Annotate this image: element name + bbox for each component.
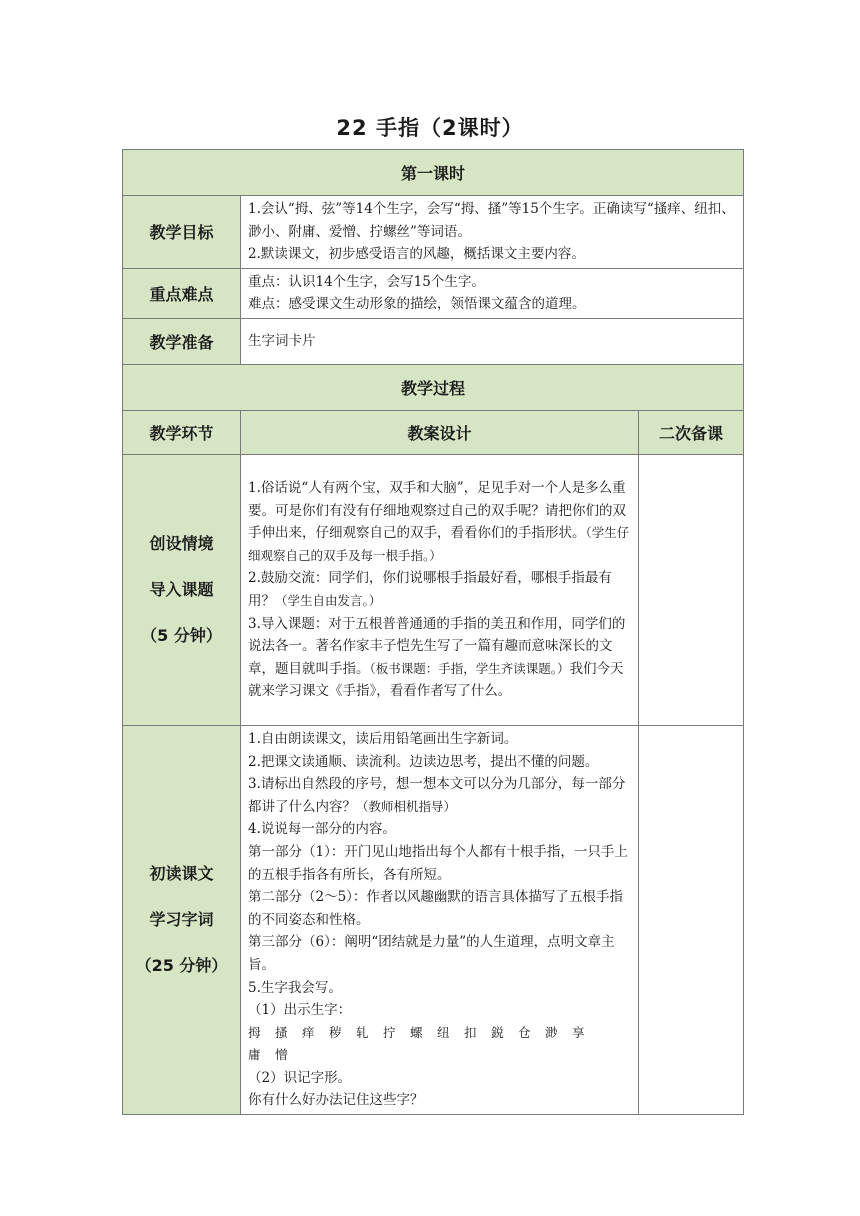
key-points-label: 重点难点 [123,268,241,318]
page-title: 22 手指（2课时） [336,116,524,140]
reading-line-3: 3.请标出自然段的序号，想一想本文可以分为几部分，每一部分都讲了什么内容？（教师相机指导） [248,776,626,815]
stage-intro-label [123,454,241,725]
goals-label: 教学目标 [123,196,241,269]
key-point-line-1: 重点：认识14个生字，会写15个生字。 [248,273,485,290]
reading-part-1: 第一部分（1）：开门见山地指出每个人都有十根手指，一只手上的五根手指各有所长，各有所短。 [248,843,628,883]
column-header-revision: 二次备课 [639,410,744,454]
prep-content: 生字词卡片 [241,318,744,364]
reading-line-4: 4.说说每一部分的内容。 [248,821,396,838]
reading-line-2: 2.把课文读通顺、读流利。边读边思考，提出不懂的问题。 [248,753,599,770]
intro-paragraph-3: 3.导入课题：对于五根普普通通的手指的美丑和作用，同学们的说法各一。著名作家丰子恺先生写了一篇有趣而意味深长的文章，题目就叫手指。（板书课题：手指，学生齐读课题。）我们今天就来学习课文《手指》，看看作者写了什么。 [248,615,626,700]
intro-paragraph-2: 2.鼓励交流：同学们，你们说哪根手指最好看，哪根手指最有用？（学生自由发言。） [248,570,612,609]
stage-intro-line-1: 创设情境 [149,533,214,553]
prep-label: 教学准备 [123,318,241,364]
intro-design-content [241,454,639,725]
intro-paragraph-1: 1.俗话说“人有两个宝，双手和大脑”，足见手对一个人是多么重要。可是你们有没有仔细地观察过自己的双手呢？请把你们的双手伸出来，仔细观察自己的双手，看看你们的手指形状。（学生仔细观察自己的双手及每一根手指。） [248,480,630,563]
stage-reading-duration: （25 分钟） [135,956,228,976]
column-header-stage: 教学环节 [123,410,241,454]
intro-revision-cell [639,454,744,725]
goal-line-2: 2.默读课文，初步感受语言的风趣，概括课文主要内容。 [248,246,585,263]
intro-note-2: （学生自由发言。） [275,592,382,608]
stage-reading-label [123,725,241,1114]
intro-note-3: （板书课题：手指，学生齐读课题。） [369,660,570,676]
reading-line-5c: 你有什么好办法记住这些字？ [248,1092,424,1109]
stage-intro-duration: （5 分钟） [141,625,222,645]
reading-part-3: 第三部分（6）：阐明“团结就是力量”的人生道理，点明文章主旨。 [248,934,615,973]
key-point-line-2: 难点：感受课文生动形象的描绘，领悟课文蕴含的道理。 [248,296,586,313]
column-header-design: 教案设计 [241,410,639,454]
reading-revision-cell [639,725,744,1114]
process-header: 教学过程 [123,364,744,410]
key-points-content [241,268,744,318]
lesson-plan-table [122,149,744,1115]
new-characters-row-1: 拇搔痒秽轧拧螺纽扣鋭仓渺享 [248,1024,600,1040]
reading-design-content [241,725,639,1114]
reading-part-2: 第二部分（2～5）：作者以风趣幽默的语言具体描写了五根手指的不同姿态和性格。 [248,889,623,928]
goal-line-1: 1.会认“拇、弦”等14个生字，会写“拇、搔”等15个生字。正确读写“搔痒、纽扣、渺小、附庸、爱憎、拧螺丝”等词语。 [248,201,735,240]
reading-line-5: 5.生字我会写。 [248,979,342,996]
reading-line-5b: （2）识记字形。 [248,1069,352,1086]
goals-content [241,196,744,269]
stage-intro-line-2: 导入课题 [149,579,214,599]
intro-note-1: （学生仔细观察自己的双手及每一根手指。） [248,525,630,563]
stage-reading-line-2: 学习字词 [149,910,214,930]
first-lesson-header: 第一课时 [123,150,744,196]
reading-line-1: 1.自由朗读课文，读后用铅笔画出生字新词。 [248,730,518,747]
new-characters-row-2: 庸憎 [248,1047,303,1063]
reading-line-5a: （1）出示生字： [248,1002,352,1019]
stage-reading-line-1: 初读课文 [149,864,214,884]
reading-note: （教师相机指导） [356,798,457,814]
